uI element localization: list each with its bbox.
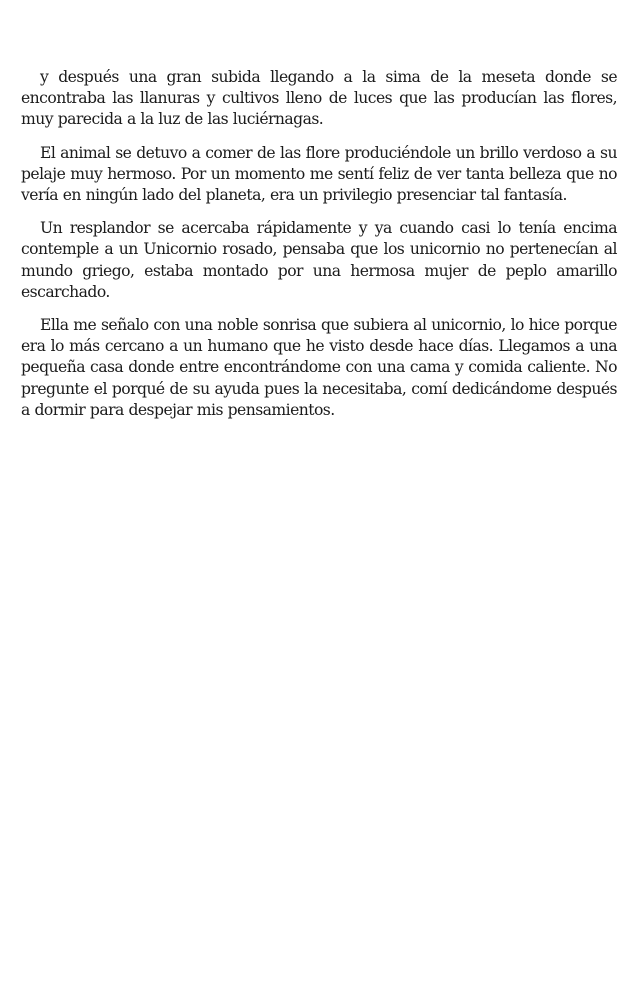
paragraph-2: El animal se detuvo a comer de las flore produciéndole un brillo verdoso a su pelaje muy hermoso. Por un momento me sentí feliz de ver tanta belleza que no vería en ningún lado del planeta, era un privilegio presenciar tal fantasía. (21, 143, 617, 205)
paragraph-4: Ella me señalo con una noble sonrisa que subiera al unicornio, lo hice porque era lo más cercano a un humano que he visto desde hace días. Llegamos a una pequeña casa donde entre encontrándome con una cama y comida caliente. No pregunte el porqué de su ayuda pues la necesitaba, comí dedicándome después a dormir para despejar mis pensamientos. (21, 316, 617, 419)
text-body (21, 67, 617, 433)
paragraph-3: Un resplandor se acercaba rápidamente y ya cuando casi lo tenía encima contemple a un Unicornio rosado, pensaba que los unicornio no pertenecían al mundo griego, estaba montado por una hermosa mujer de peplo amarillo escarchado. (21, 219, 617, 301)
paragraph-1: y después una gran subida llegando a la sima de la meseta donde se encontraba las llanuras y cultivos lleno de luces que las producían las flores, muy parecida a la luz de las luciérnagas. (21, 68, 617, 129)
